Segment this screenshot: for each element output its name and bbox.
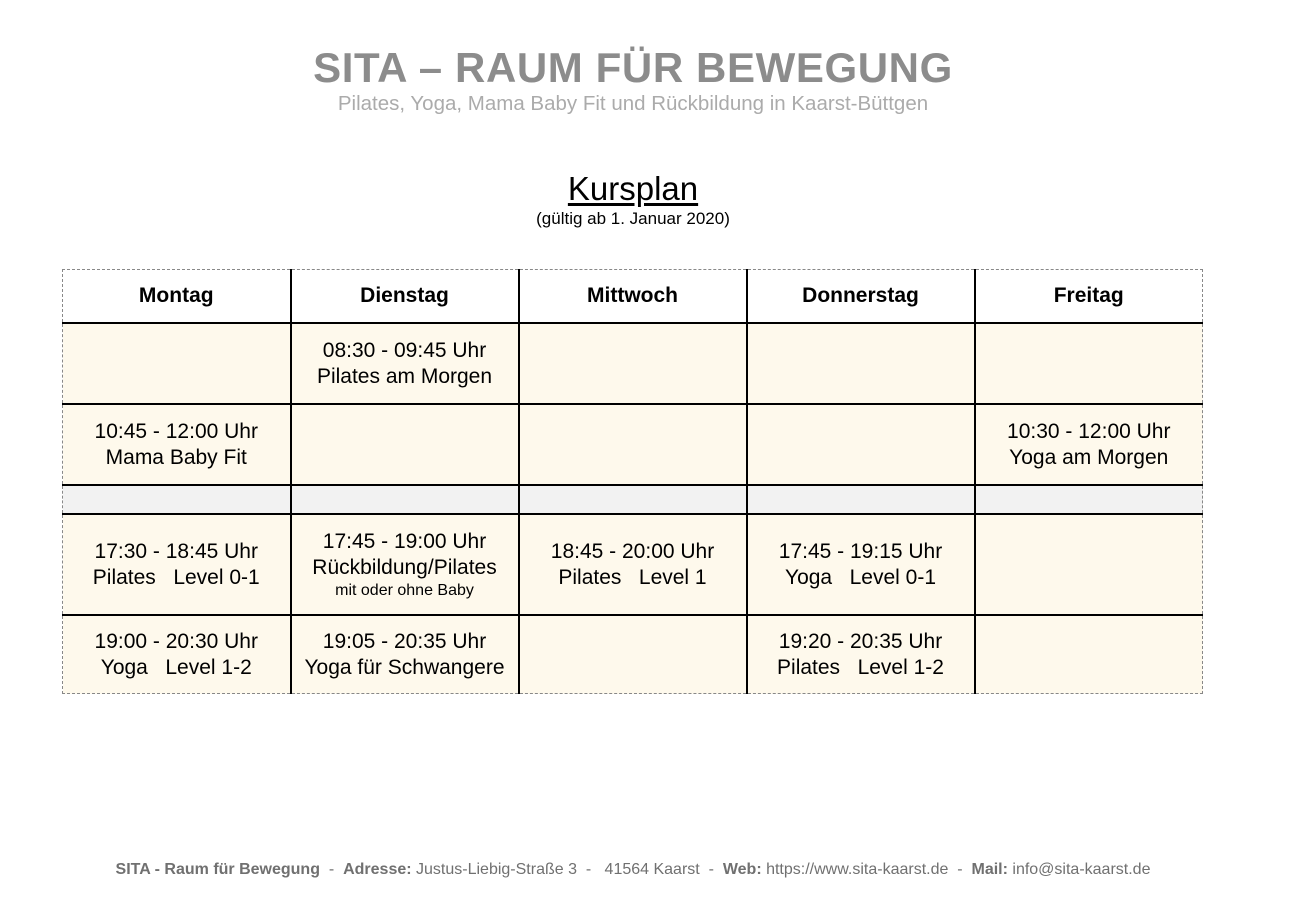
course-cell	[291, 404, 519, 485]
course-cell	[63, 404, 291, 485]
course-schedule-table	[62, 269, 1203, 694]
course-name: Yoga für Schwangere	[304, 655, 505, 679]
footer-address: Justus-Liebig-Straße 3 - 41564 Kaarst	[411, 861, 700, 878]
footer-web-link[interactable]: https://www.sita-kaarst.de	[761, 861, 949, 878]
course-cell	[291, 615, 519, 694]
course-time: 08:30 - 09:45 Uhr	[322, 338, 487, 362]
course-cell	[747, 323, 975, 404]
course-cell	[519, 323, 747, 404]
column-header-wednesday: Mittwoch	[519, 270, 747, 324]
course-time: 17:30 - 18:45 Uhr	[94, 539, 258, 563]
spacer-cell	[63, 485, 291, 514]
spacer-cell	[975, 485, 1203, 514]
course-name: Pilates Level 1	[558, 565, 707, 589]
course-name: Mama Baby Fit	[105, 445, 247, 469]
course-time: 19:00 - 20:30 Uhr	[94, 629, 258, 653]
course-cell	[519, 514, 747, 615]
course-cell	[63, 514, 291, 615]
course-name: Yoga Level 1-2	[100, 655, 252, 679]
course-cell	[975, 404, 1203, 485]
footer-separator: -	[948, 861, 972, 878]
column-header-monday: Montag	[63, 270, 291, 324]
course-cell	[63, 323, 291, 404]
course-time: 19:20 - 20:35 Uhr	[778, 629, 943, 653]
column-header-tuesday: Dienstag	[291, 270, 519, 324]
course-cell	[63, 615, 291, 694]
course-cell	[975, 323, 1203, 404]
course-time: 17:45 - 19:15 Uhr	[778, 539, 943, 563]
course-cell	[975, 514, 1203, 615]
footer-name: SITA - Raum für Bewegung	[115, 861, 320, 878]
table-row	[63, 514, 1203, 615]
footer-mail-link[interactable]: info@sita-kaarst.de	[1007, 861, 1151, 878]
page-footer	[0, 861, 1266, 879]
course-cell	[747, 404, 975, 485]
course-name: Yoga am Morgen	[1009, 445, 1169, 469]
table-header-row	[63, 270, 1203, 324]
course-note: mit oder ohne Baby	[335, 581, 474, 599]
table-row	[63, 404, 1203, 485]
page-title: Kursplan	[567, 170, 699, 207]
table-row	[63, 323, 1203, 404]
footer-separator: -	[699, 861, 723, 878]
course-name: Pilates Level 1-2	[777, 655, 944, 679]
course-cell	[519, 404, 747, 485]
course-cell	[291, 323, 519, 404]
validity-note: (gültig ab 1. Januar 2020)	[536, 209, 730, 228]
spacer-cell	[747, 485, 975, 514]
course-cell	[519, 615, 747, 694]
brand-subtitle: Pilates, Yoga, Mama Baby Fit und Rückbildung in Kaarst-Büttgen	[337, 92, 929, 115]
course-cell	[975, 615, 1203, 694]
table-spacer-row	[63, 485, 1203, 514]
course-name: Pilates Level 0-1	[92, 565, 260, 589]
course-time: 18:45 - 20:00 Uhr	[550, 539, 715, 563]
footer-web-label: Web:	[722, 861, 762, 878]
column-header-friday: Freitag	[975, 270, 1203, 324]
course-time: 19:05 - 20:35 Uhr	[322, 629, 487, 653]
footer-mail-label: Mail:	[971, 861, 1008, 878]
footer-address-label: Adresse:	[343, 861, 412, 878]
course-name: Rückbildung/Pilates	[312, 555, 497, 579]
table-row	[63, 615, 1203, 694]
spacer-cell	[519, 485, 747, 514]
course-time: 17:45 - 19:00 Uhr	[322, 529, 487, 553]
course-name: Pilates am Morgen	[316, 364, 493, 388]
footer-separator: -	[319, 861, 344, 878]
course-cell	[291, 514, 519, 615]
spacer-cell	[291, 485, 519, 514]
course-time: 10:30 - 12:00 Uhr	[1007, 419, 1171, 443]
course-name: Yoga Level 0-1	[784, 565, 936, 589]
course-cell	[747, 615, 975, 694]
course-time: 10:45 - 12:00 Uhr	[94, 419, 258, 443]
brand-title: SITA – RAUM FÜR BEWEGUNG	[313, 44, 953, 91]
course-cell	[747, 514, 975, 615]
column-header-thursday: Donnerstag	[747, 270, 975, 324]
